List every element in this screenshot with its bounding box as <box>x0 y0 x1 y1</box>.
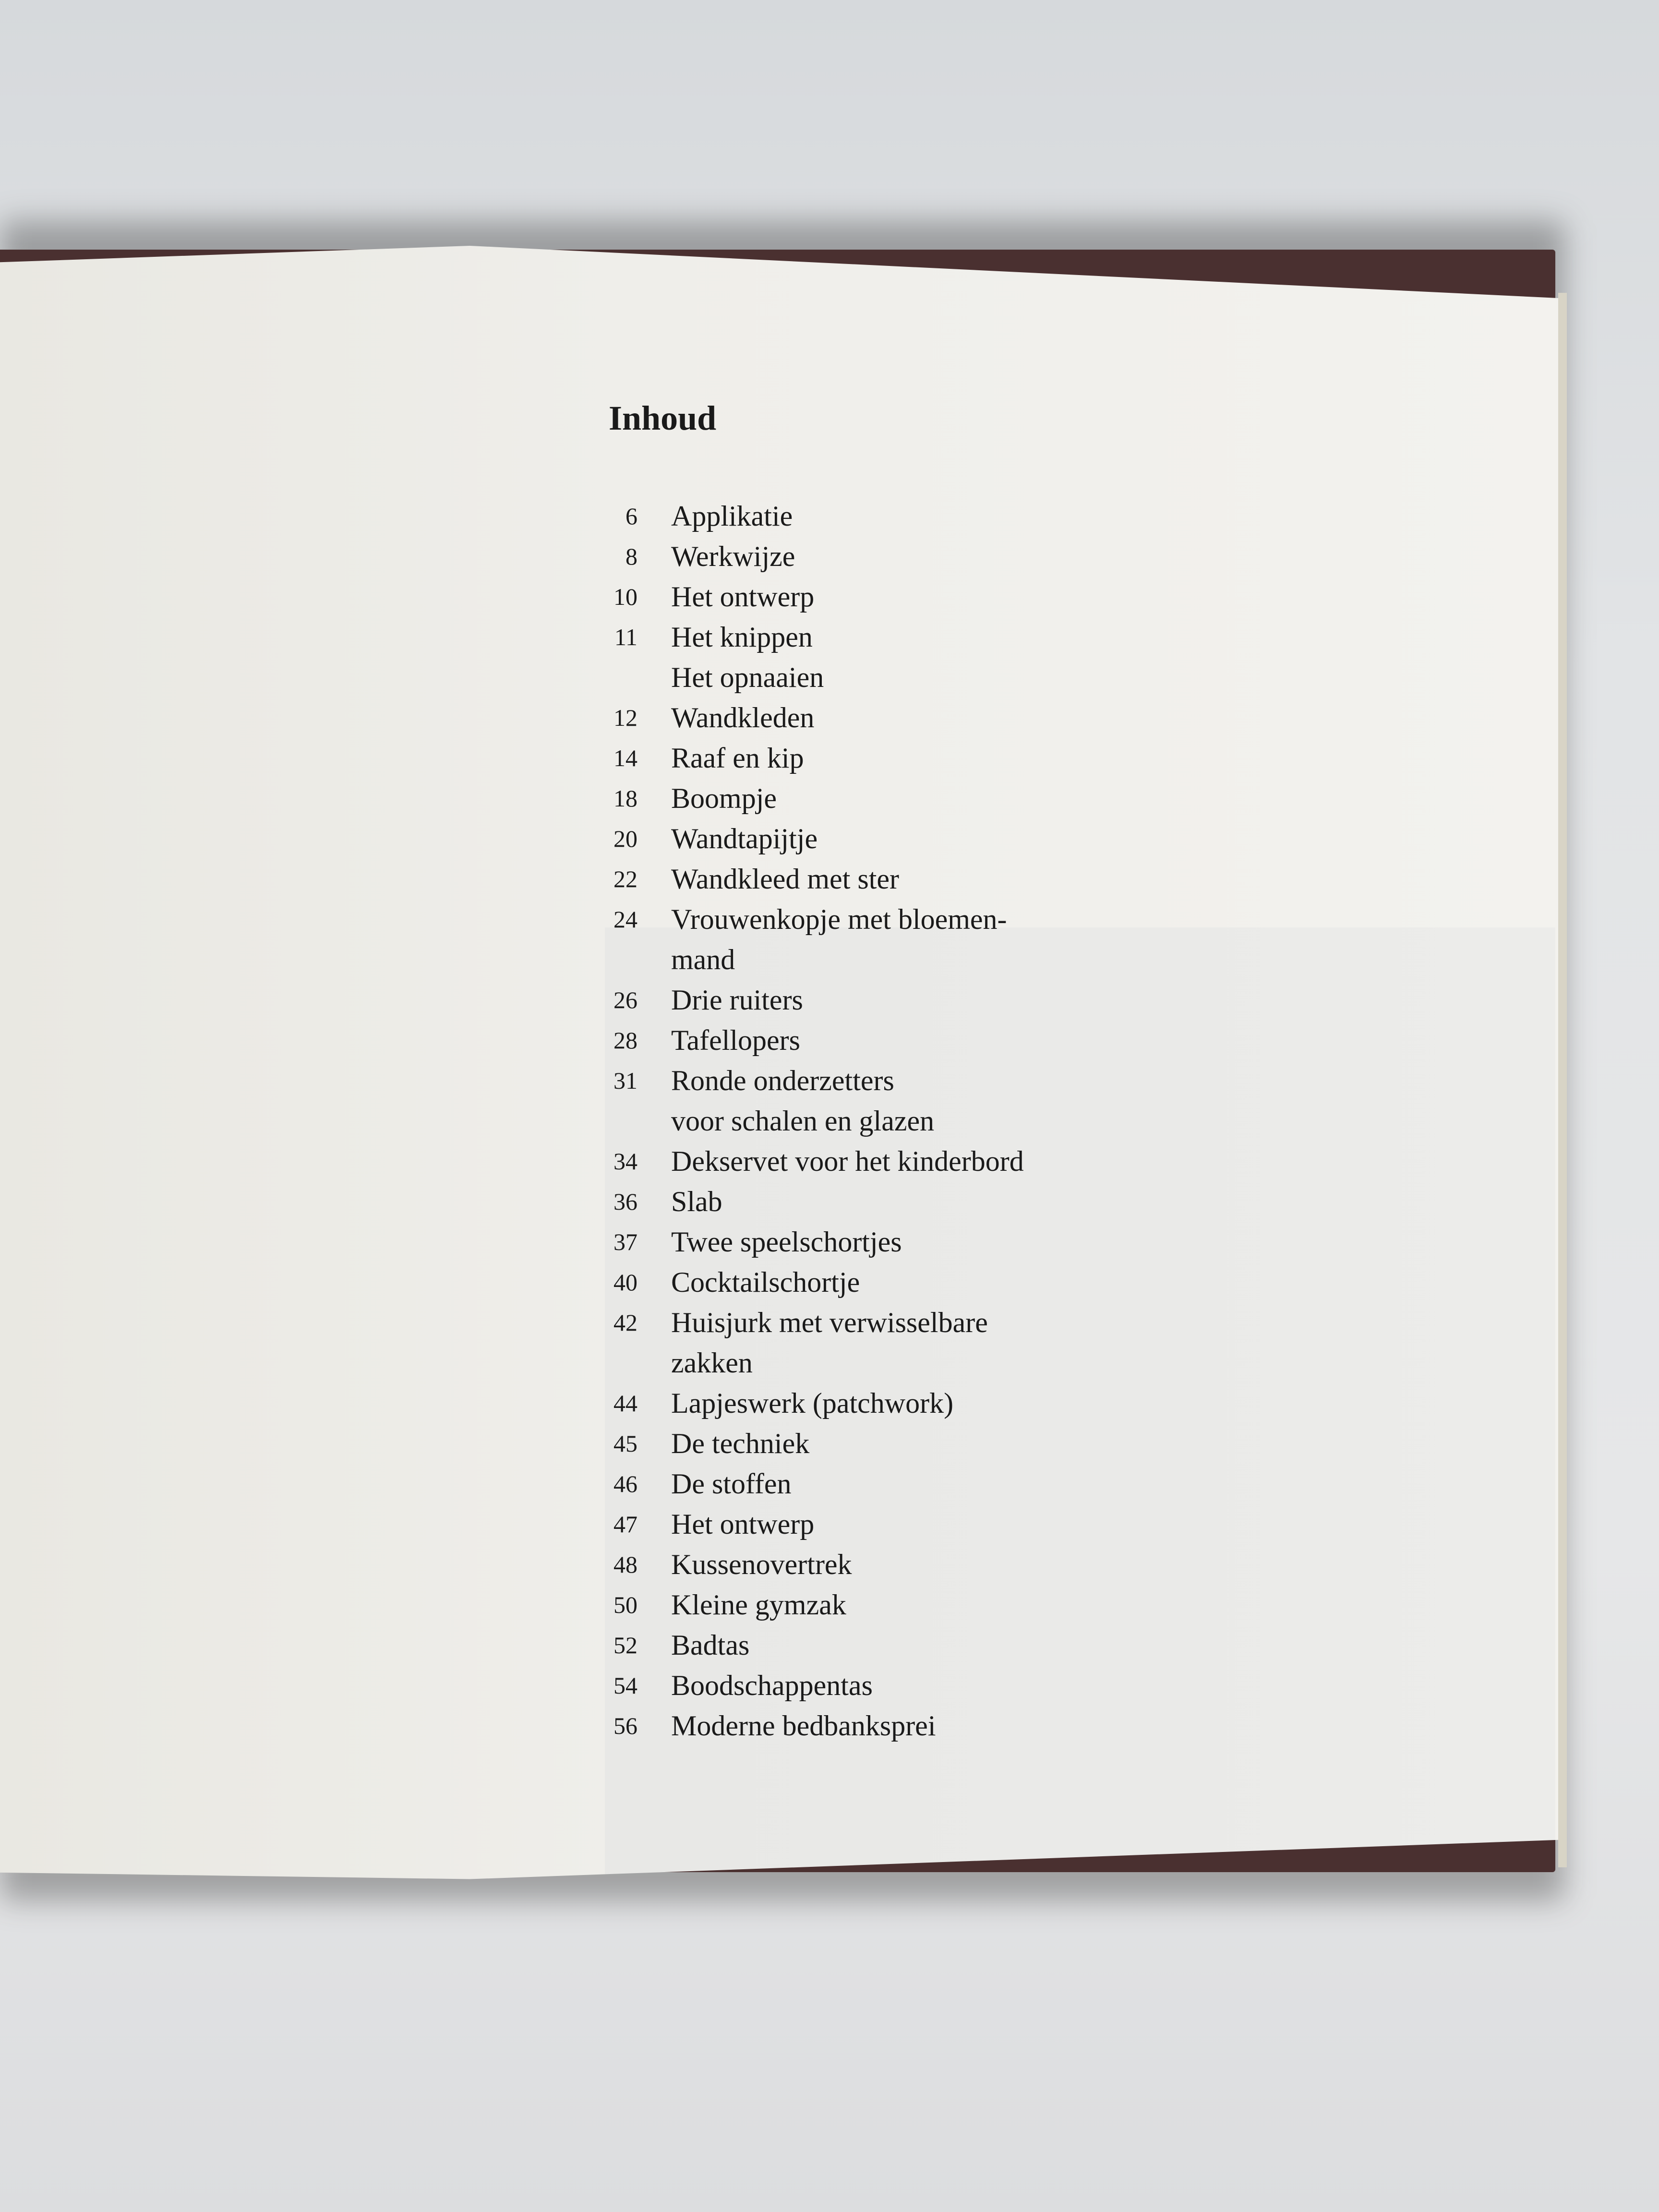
toc-entry-title: Huisjurk met verwisselbare <box>671 1307 988 1338</box>
toc-page-number <box>605 939 637 980</box>
toc-page-number: 44 <box>613 1390 637 1417</box>
toc-entry <box>605 1665 1277 1706</box>
toc-page-number: 45 <box>613 1430 637 1457</box>
toc-title: Inhoud <box>609 399 717 437</box>
toc-entry <box>605 1222 1277 1262</box>
toc-entry <box>605 496 1277 536</box>
toc-entry <box>605 536 1277 577</box>
toc-page-number: 37 <box>613 1228 637 1255</box>
toc-page-number: 47 <box>613 1511 637 1538</box>
toc-entry-title: Twee speelschortjes <box>671 1226 902 1258</box>
toc-entry <box>605 1343 1277 1383</box>
toc-page-number: 12 <box>613 704 637 731</box>
toc-entry <box>605 980 1277 1020</box>
toc-entry-title: Het knippen <box>671 621 813 653</box>
toc-entry-title: Boodschappentas <box>671 1670 873 1701</box>
toc-page-number: 11 <box>614 624 637 650</box>
toc-page-number <box>605 1343 637 1383</box>
toc-entry-title: Lapjeswerk (patchwork) <box>671 1387 954 1419</box>
toc-entry <box>605 1423 1277 1464</box>
toc-page-number: 22 <box>613 866 637 892</box>
toc-entry <box>605 1060 1277 1101</box>
toc-entry-title: Het ontwerp <box>671 1508 815 1540</box>
toc-entry-title: Het ontwerp <box>671 581 815 613</box>
toc-page-number: 14 <box>613 745 637 771</box>
toc-entry <box>605 657 1277 697</box>
toc-page-number: 26 <box>613 986 637 1013</box>
toc-page-number: 6 <box>625 503 637 529</box>
toc-entry <box>605 778 1277 818</box>
toc-page-number: 10 <box>613 583 637 610</box>
toc-entry <box>605 1141 1277 1181</box>
toc-entry-title: De techniek <box>671 1428 810 1459</box>
toc-entry-title: Wandkleden <box>671 702 815 733</box>
toc-entry-title: Badtas <box>671 1629 750 1661</box>
toc-page-number: 54 <box>613 1672 637 1699</box>
toc-entry <box>605 1706 1277 1746</box>
toc-page-number: 20 <box>613 825 637 852</box>
toc-page-number: 42 <box>613 1309 637 1336</box>
toc-page-number: 34 <box>613 1148 637 1175</box>
toc-entry <box>605 1302 1277 1343</box>
toc-page-number: 52 <box>613 1632 637 1659</box>
toc-entry <box>605 1020 1277 1060</box>
toc-page-number: 24 <box>613 906 637 933</box>
toc-entry-title: De stoffen <box>671 1468 792 1500</box>
toc-entry <box>605 577 1277 617</box>
toc-entry <box>605 1181 1277 1222</box>
toc-page-number: 48 <box>613 1551 637 1578</box>
toc-page-number <box>605 657 637 697</box>
toc-page-number: 28 <box>613 1027 637 1054</box>
toc-page-number: 56 <box>613 1712 637 1739</box>
toc-entry-title: Wandtapijtje <box>671 823 818 854</box>
toc-page-number: 46 <box>613 1470 637 1497</box>
toc-entry-title: Tafellopers <box>671 1024 801 1056</box>
toc-entry-title: Werkwijze <box>671 541 795 572</box>
toc-page-number: 31 <box>613 1067 637 1094</box>
toc-entry-title: Raaf en kip <box>671 742 804 774</box>
toc-entry <box>605 617 1277 657</box>
toc-entry <box>605 1383 1277 1423</box>
toc-entry <box>605 899 1277 939</box>
toc-entry-title: zakken <box>671 1347 753 1379</box>
toc-entry <box>605 859 1277 899</box>
toc-entry-title: voor schalen en glazen <box>671 1105 935 1137</box>
toc-page-number <box>605 1101 637 1141</box>
toc-entry-title: Moderne bedbanksprei <box>671 1710 936 1742</box>
toc-entry-title: Vrouwenkopje met bloemen- <box>671 903 1007 935</box>
toc-entry-title: Slab <box>671 1186 722 1217</box>
toc-entry-title: mand <box>671 944 735 975</box>
toc-entry-title: Het opnaaien <box>671 661 824 693</box>
toc-entry-title: Kussenovertrek <box>671 1549 852 1580</box>
page-edge <box>1558 293 1567 1867</box>
toc-page-number: 8 <box>625 543 637 570</box>
toc-entry-title: Cocktailschortje <box>671 1266 860 1298</box>
toc-entry <box>605 738 1277 778</box>
toc-entry <box>605 1544 1277 1585</box>
toc-list <box>605 496 1277 1746</box>
toc-page-number: 36 <box>613 1188 637 1215</box>
toc-entry-title: Drie ruiters <box>671 984 803 1016</box>
toc-entry <box>605 1464 1277 1504</box>
toc-entry <box>605 818 1277 859</box>
toc-entry-title: Ronde onderzetters <box>671 1065 894 1096</box>
toc-entry <box>605 939 1277 980</box>
toc-entry <box>605 697 1277 738</box>
toc-entry-title: Dekservet voor het kinderbord <box>671 1145 1024 1177</box>
toc-entry <box>605 1625 1277 1665</box>
table-of-contents <box>605 398 1277 1746</box>
toc-page-number: 18 <box>613 785 637 812</box>
toc-entry-title: Wandkleed met ster <box>671 863 899 895</box>
toc-entry <box>605 1101 1277 1141</box>
toc-page-number: 50 <box>613 1591 637 1618</box>
toc-entry-title: Boompje <box>671 782 777 814</box>
toc-entry-title: Kleine gymzak <box>671 1589 846 1621</box>
toc-entry <box>605 1585 1277 1625</box>
toc-entry-title: Applikatie <box>671 500 793 532</box>
toc-page-number: 40 <box>613 1269 637 1296</box>
toc-entry <box>605 1504 1277 1544</box>
toc-entry <box>605 1262 1277 1302</box>
